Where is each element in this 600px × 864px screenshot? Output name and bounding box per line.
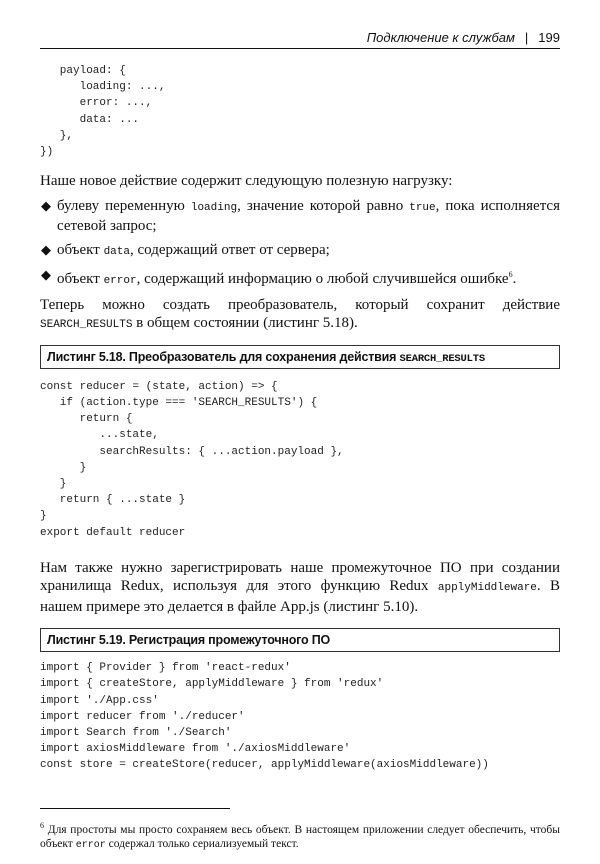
diamond-bullet-icon: ◆ (41, 197, 51, 213)
code-line: } (40, 461, 87, 474)
list-item (40, 241, 560, 262)
footnote (40, 819, 560, 854)
list-item (40, 266, 560, 291)
listing-5-19-title: Листинг 5.19. Регистрация промежуточного ПО (40, 628, 560, 652)
code-line: data: ... (40, 113, 140, 126)
text: . (512, 271, 517, 288)
text: , содержащий информацию о любой случившейся ошибке (136, 271, 509, 288)
inline-code: data (103, 245, 130, 258)
code-line: import './App.css' (40, 694, 159, 707)
code-snippet-top (40, 63, 560, 160)
code-line: loading: ..., (40, 81, 166, 94)
text: булеву переменную (57, 197, 191, 214)
listing-5-19-code (40, 660, 560, 773)
footnote-ref[interactable]: 6 (508, 270, 513, 280)
inline-code: SEARCH_RESULTS (399, 352, 485, 365)
code-line: import Search from './Search' (40, 727, 232, 740)
text: содержал только сериализуемый текст. (105, 838, 299, 850)
payload-list (40, 197, 560, 291)
code-line: payload: { (40, 65, 126, 77)
listing-5-18-title (40, 345, 560, 369)
code-line: }) (40, 146, 54, 159)
diamond-bullet-icon: ◆ (41, 267, 51, 283)
text: Листинг 5.18. Преобразователь для сохранения действия (47, 349, 400, 364)
header-separator: | (524, 30, 529, 45)
code-line: }, (40, 129, 74, 142)
inline-code: SEARCH_RESULTS (40, 319, 133, 332)
code-line: } (40, 477, 67, 490)
code-line: ...state, (40, 429, 159, 442)
inline-code: error (75, 840, 106, 851)
inline-code: error (103, 275, 137, 288)
inline-code: applyMiddleware (437, 582, 537, 595)
text: . В нашем примере это делается в файле App.js (листинг 5.10). (40, 578, 560, 615)
chapter-title: Подключение к службам (366, 30, 515, 45)
code-line: import reducer from './reducer' (40, 710, 245, 723)
text: Теперь можно создать преобразователь, который сохранит действие (40, 296, 560, 313)
text: в общем состоянии (листинг 5.18). (132, 315, 358, 332)
intro-paragraph: Наше новое действие содержит следующую полезную нагрузку: (40, 173, 453, 190)
footnote-divider (40, 808, 230, 809)
inline-code: true (409, 201, 436, 214)
code-line: return { (40, 413, 133, 426)
code-line: export default reducer (40, 526, 186, 539)
code-line: error: ..., (40, 97, 153, 110)
text: Нам также нужно зарегистрировать наше промежуточное ПО при создании хранилища Redux, используя для этого функцию Redux (40, 559, 560, 595)
code-line: import axiosMiddleware from './axiosMiddleware' (40, 743, 351, 756)
code-line: const store = createStore(reducer, applyMiddleware(axiosMiddleware)) (40, 759, 489, 772)
code-line: return { ...state } (40, 494, 186, 507)
list-item (40, 197, 560, 236)
code-line: } (40, 510, 47, 523)
text: объект (57, 241, 104, 258)
code-line: const reducer = (state, action) => { (40, 380, 278, 393)
page-number: 199 (538, 30, 560, 45)
code-line: import { Provider } from 'react-redux' (40, 662, 291, 675)
text: , значение которой равно (237, 197, 410, 214)
code-line: import { createStore, applyMiddleware } from 'redux' (40, 678, 384, 691)
listing-5-18-code (40, 379, 560, 541)
code-line: if (action.type === 'SEARCH_RESULTS') { (40, 396, 318, 409)
diamond-bullet-icon: ◆ (41, 241, 51, 257)
running-header (40, 30, 560, 49)
text: объект (57, 271, 104, 288)
text: Для простоты мы просто сохраняем весь объект. В настоящем приложении следует обеспечить, чтобы объект (40, 823, 560, 850)
footnote-number: 6 (40, 820, 44, 830)
code-line: searchResults: { ...action.payload }, (40, 445, 344, 458)
text: , пока исполняется сетевой запрос; (57, 197, 560, 235)
inline-code: loading (190, 201, 238, 214)
paragraph-reducer (40, 296, 560, 335)
text: , содержащий ответ от сервера; (129, 241, 330, 258)
paragraph-middleware (40, 559, 560, 617)
